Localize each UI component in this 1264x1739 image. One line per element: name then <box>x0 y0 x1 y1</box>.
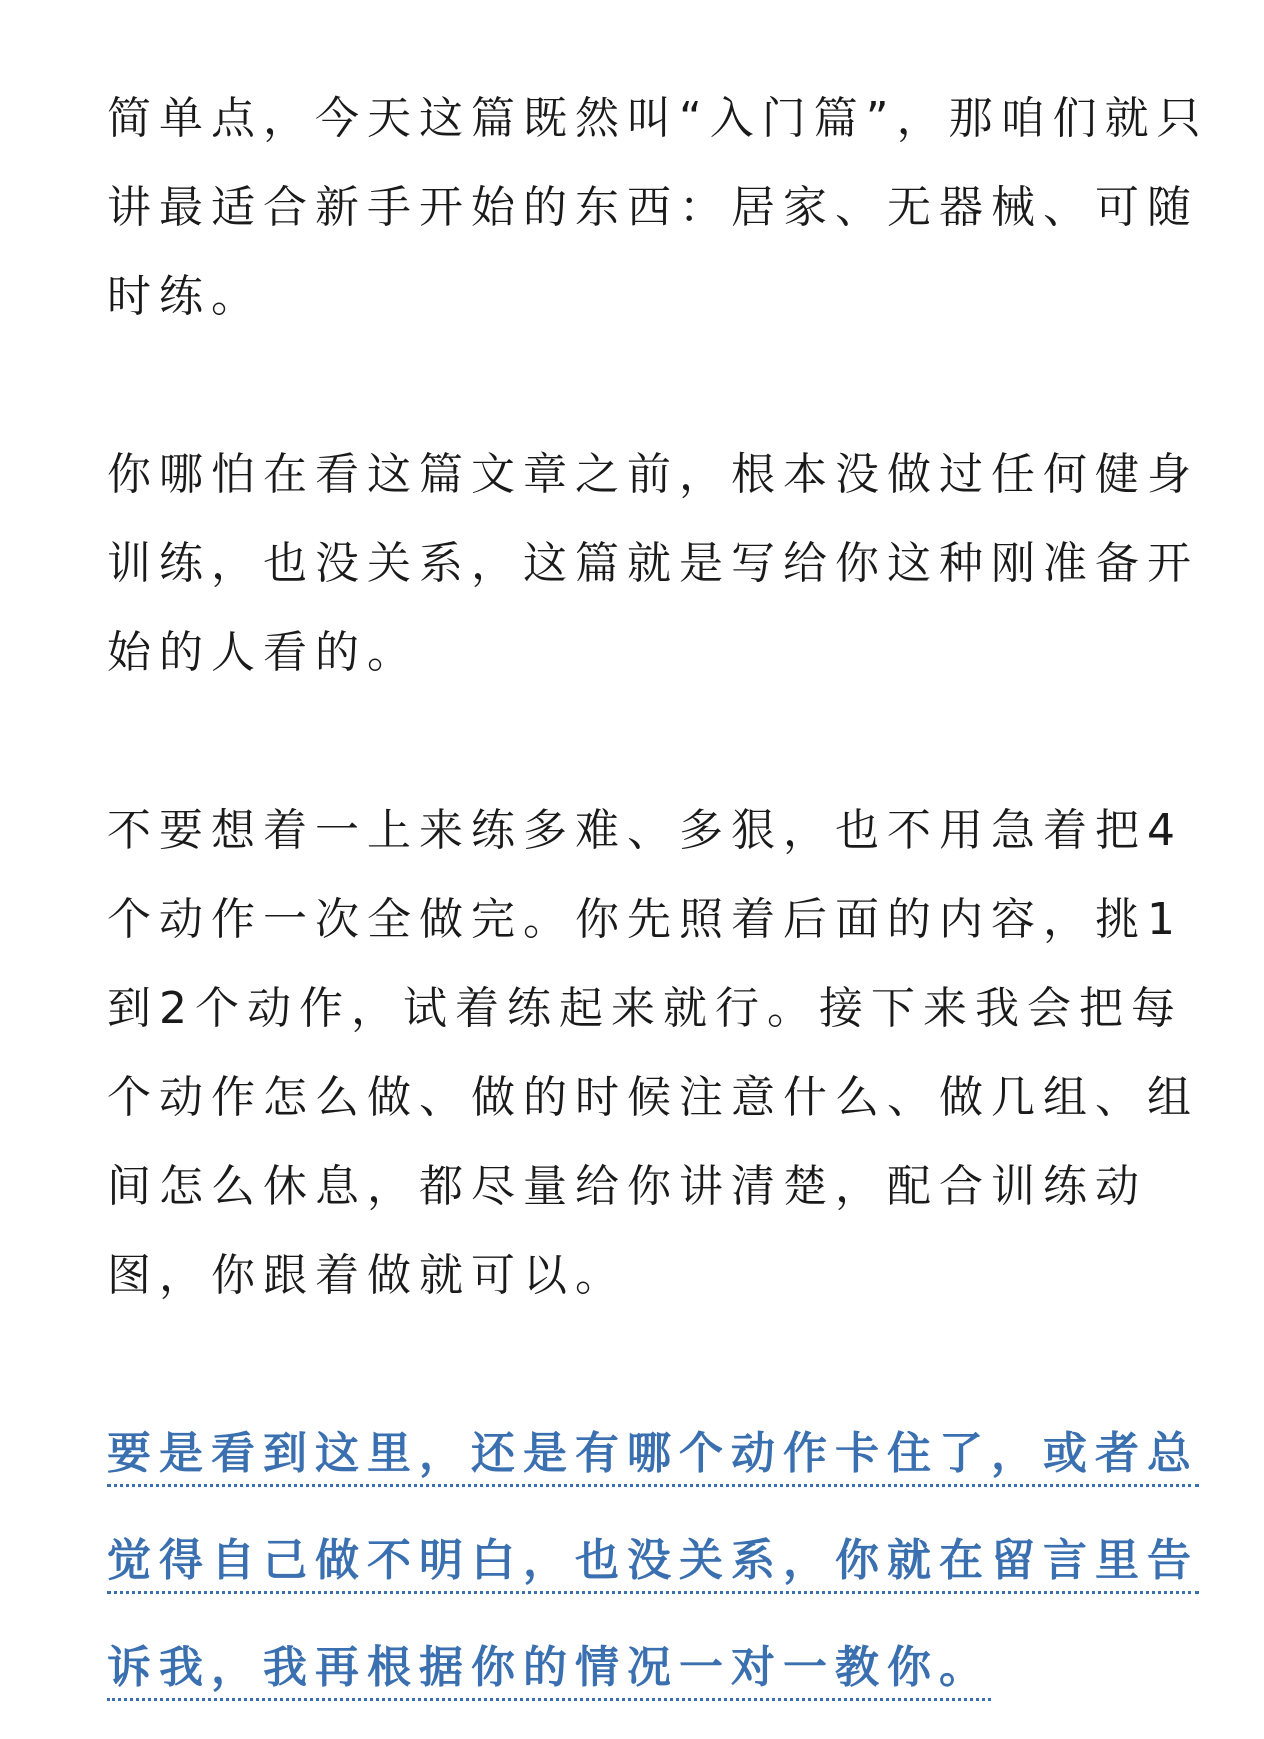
text-line: 到2个动作，试着练起来就行。接下来我会把每 <box>107 983 1183 1034</box>
paragraph-instructions <box>107 786 1199 1320</box>
paragraph-intro <box>107 74 1209 341</box>
paragraph-gap <box>107 697 1165 786</box>
highlight-line: 要是看到这里，还是有哪个动作卡住了，或者总 <box>107 1424 1199 1487</box>
article-body <box>107 74 1209 1730</box>
text-line: 不要想着一上来练多难、多狠，也不用急着把4 <box>107 805 1183 856</box>
text-line: 讲最适合新手开始的东西：居家、无器械、可随 <box>107 182 1199 233</box>
text-line: 始的人看的。 <box>107 627 419 678</box>
text-line: 你哪怕在看这篇文章之前，根本没做过任何健身 <box>107 449 1199 500</box>
highlight-line: 诉我，我再根据你的情况一对一教你。 <box>107 1638 991 1701</box>
text-line: 图，你跟着做就可以。 <box>107 1250 627 1301</box>
paragraph-gap <box>107 1320 1165 1409</box>
highlight-line: 觉得自己做不明白，也没关系，你就在留言里告 <box>107 1531 1199 1594</box>
text-line: 时练。 <box>107 271 263 322</box>
paragraph-beginner <box>107 430 1199 697</box>
text-line: 简单点，今天这篇既然叫“入门篇”，那咱们就只 <box>107 93 1209 144</box>
highlight-callout <box>107 1409 1199 1730</box>
paragraph-gap <box>107 341 1165 430</box>
text-line: 个动作怎么做、做的时候注意什么、做几组、组 <box>107 1072 1199 1123</box>
text-line: 间怎么休息，都尽量给你讲清楚，配合训练动 <box>107 1161 1147 1212</box>
text-line: 个动作一次全做完。你先照着后面的内容，挑1 <box>107 894 1183 945</box>
text-line: 训练，也没关系，这篇就是写给你这种刚准备开 <box>107 538 1199 589</box>
